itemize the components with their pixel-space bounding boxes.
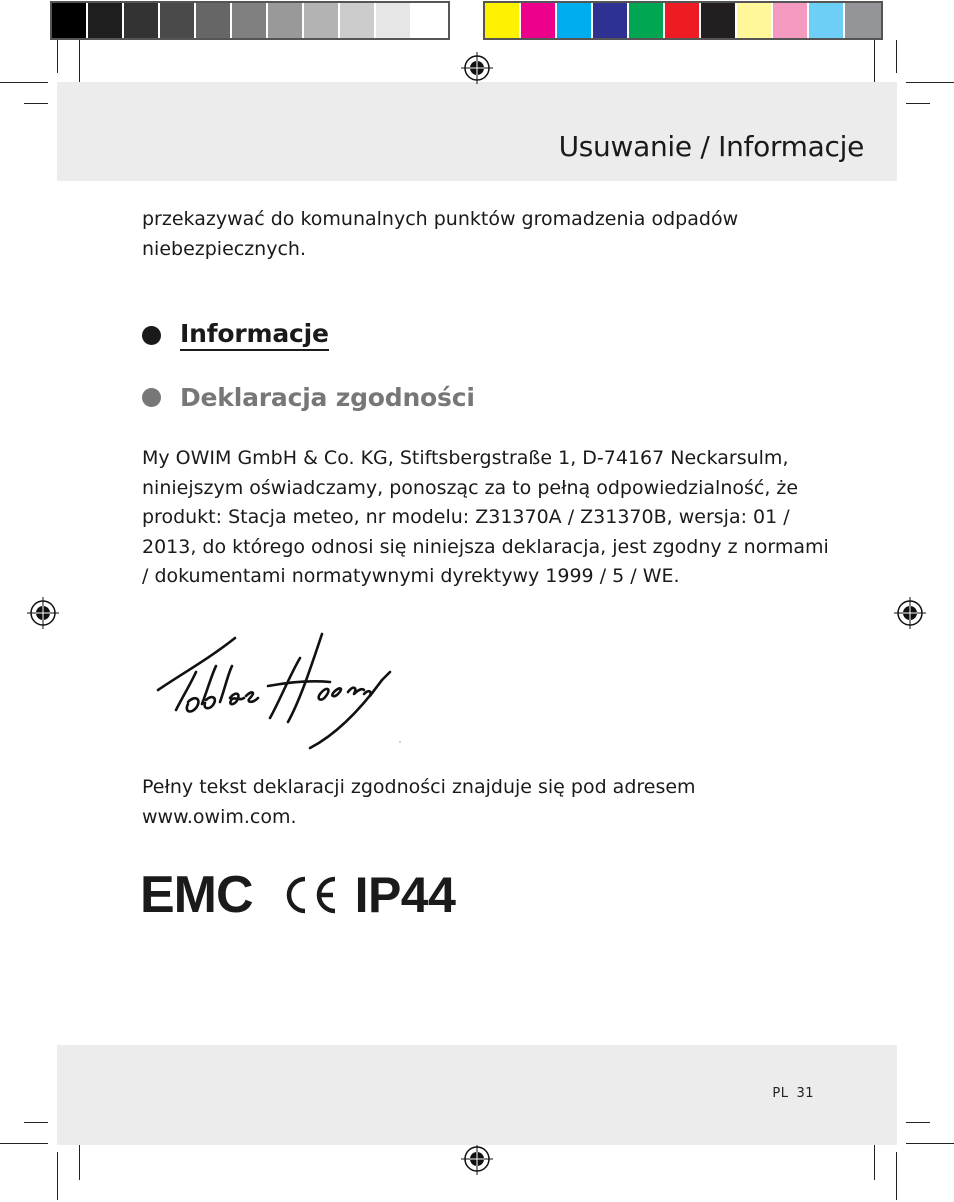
heading-declaration-label: Deklaracja zgodności [180,382,475,412]
declaration-paragraph: My OWIM GmbH & Co. KG, Stiftsbergstraße 1, D-74167 Neckarsulm, niniejszym oświadczamy, ponosząc za to pełną odpowiedzialność, że produkt: Stacja meteo, nr modelu: Z31370A / Z31370B, wersja: 01 / 2013, do którego odnosi się niniejsza deklaracja, jest zgodny z normami / dokumentami normatywnymi dyrektywy 1999 / 5 / WE. [142,447,829,587]
emc-mark: EMC [140,866,253,924]
intro-paragraph: przekazywać do komunalnych punktów gromadzenia odpadów niebezpiecznych. [142,208,739,260]
color-swatch [232,3,268,38]
registration-mark-icon [461,52,493,84]
color-swatch [665,3,701,38]
color-swatch [485,3,521,38]
color-swatch [304,3,340,38]
page-title: Usuwanie / Informacje [558,130,864,163]
ip44-mark: IP44 [354,867,456,923]
color-swatch [521,3,557,38]
color-swatch [160,3,196,38]
color-swatch [412,3,448,38]
color-swatch [52,3,88,38]
page-number [772,1086,814,1101]
page-number-value: 31 [796,1086,814,1101]
color-swatch [340,3,376,38]
color-swatch [88,3,124,38]
color-swatch [196,3,232,38]
registration-mark-icon [461,1143,493,1175]
color-swatch [593,3,629,38]
color-swatch [557,3,593,38]
bullet-icon [142,388,161,407]
gray-calibration-bar [50,1,450,40]
heading-declaration [142,380,475,414]
signature-image [150,630,410,755]
color-swatch [124,3,160,38]
color-swatch [737,3,773,38]
language-code: PL [772,1086,789,1101]
registration-mark-icon [27,597,59,629]
heading-information [142,318,329,352]
color-calibration-bar [483,1,883,40]
color-swatch [773,3,809,38]
heading-information-label: Informacje [180,319,329,351]
color-swatch [629,3,665,38]
color-swatch [376,3,412,38]
color-swatch [268,3,304,38]
ce-mark-icon [277,875,339,915]
footer-band [57,1045,897,1145]
color-swatch [809,3,845,38]
color-swatch [701,3,737,38]
registration-mark-icon [894,597,926,629]
conformity-marks [140,868,455,922]
bullet-icon [142,326,161,345]
full-text-paragraph: Pełny tekst deklaracji zgodności znajduje się pod adresem www.owim.com. [142,776,696,828]
color-swatch [845,3,881,38]
